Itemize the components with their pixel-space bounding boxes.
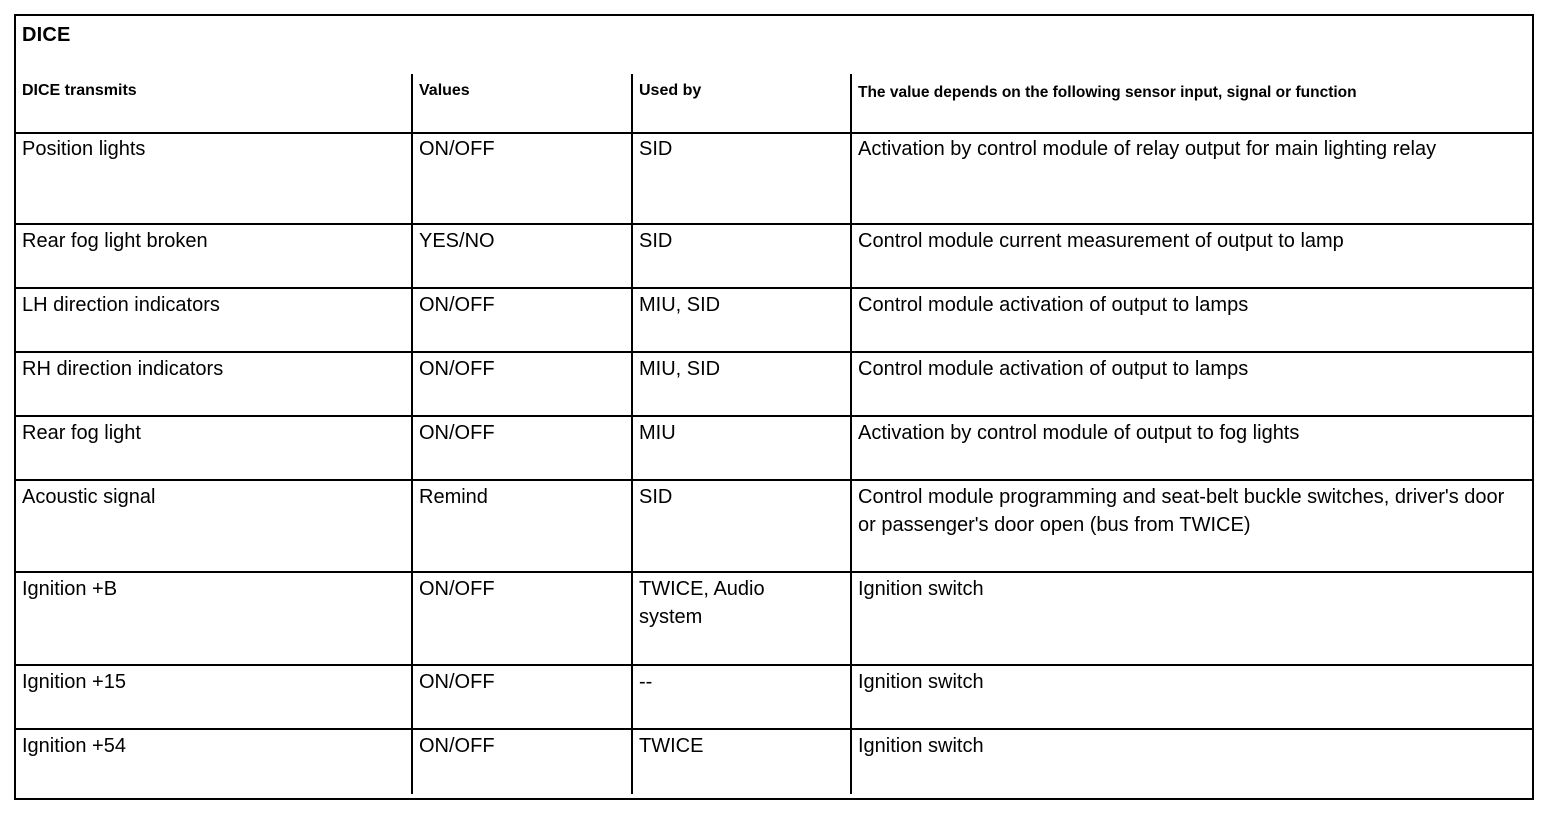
cell-values: ON/OFF (419, 294, 495, 316)
cell-depends-on: Control module activation of output to lamps (858, 294, 1249, 316)
cell-depends-on: Ignition switch (858, 578, 984, 600)
column-divider (631, 74, 633, 794)
row-divider (16, 223, 1532, 225)
dice-table (14, 14, 1534, 800)
cell-used-by: SID (639, 138, 673, 160)
cell-signal: RH direction indicators (22, 358, 224, 380)
cell-signal: Ignition +B (22, 578, 118, 600)
cell-values: ON/OFF (419, 671, 495, 693)
cell-signal: Acoustic signal (22, 486, 156, 508)
cell-depends-on: Ignition switch (858, 671, 984, 693)
cell-values: ON/OFF (419, 735, 495, 757)
cell-values: ON/OFF (419, 578, 495, 600)
row-divider (16, 571, 1532, 573)
cell-depends-on: Control module programming and seat-belt buckle switches, driver's door or passenger's door open (bus from TWICE) (858, 486, 1505, 536)
row-divider (16, 132, 1532, 134)
cell-used-by: MIU, SID (639, 294, 721, 316)
row-divider (16, 479, 1532, 481)
cell-signal: Rear fog light broken (22, 230, 208, 252)
cell-used-by: -- (639, 671, 653, 693)
header-dice-transmits: DICE transmits (22, 82, 137, 99)
cell-values: ON/OFF (419, 138, 495, 160)
cell-values: YES/NO (419, 230, 495, 252)
header-used-by: Used by (639, 82, 702, 99)
row-divider (16, 351, 1532, 353)
header-depends-on: The value depends on the following sensor input, signal or function (858, 84, 1357, 101)
cell-values: ON/OFF (419, 422, 495, 444)
table-title: DICE (22, 24, 71, 46)
cell-depends-on: Ignition switch (858, 735, 984, 757)
row-divider (16, 415, 1532, 417)
cell-used-by: TWICE (639, 735, 704, 757)
column-divider (411, 74, 413, 794)
cell-used-by: MIU (639, 422, 676, 444)
cell-signal: Ignition +15 (22, 671, 126, 693)
cell-used-by: MIU, SID (639, 358, 721, 380)
cell-depends-on: Activation by control module of relay output for main lighting relay (858, 138, 1437, 160)
cell-depends-on: Activation by control module of output to fog lights (858, 422, 1300, 444)
cell-depends-on: Control module activation of output to lamps (858, 358, 1249, 380)
cell-values: Remind (419, 486, 488, 508)
cell-signal: Position lights (22, 138, 146, 160)
cell-depends-on: Control module current measurement of output to lamp (858, 230, 1344, 252)
cell-used-by: SID (639, 486, 673, 508)
row-divider (16, 287, 1532, 289)
cell-signal: Ignition +54 (22, 735, 126, 757)
cell-values: ON/OFF (419, 358, 495, 380)
cell-signal: Rear fog light (22, 422, 141, 444)
cell-used-by: TWICE, Audio system (639, 578, 765, 628)
cell-signal: LH direction indicators (22, 294, 220, 316)
cell-used-by: SID (639, 230, 673, 252)
row-divider (16, 728, 1532, 730)
column-divider (850, 74, 852, 794)
row-divider (16, 664, 1532, 666)
header-values: Values (419, 82, 470, 99)
